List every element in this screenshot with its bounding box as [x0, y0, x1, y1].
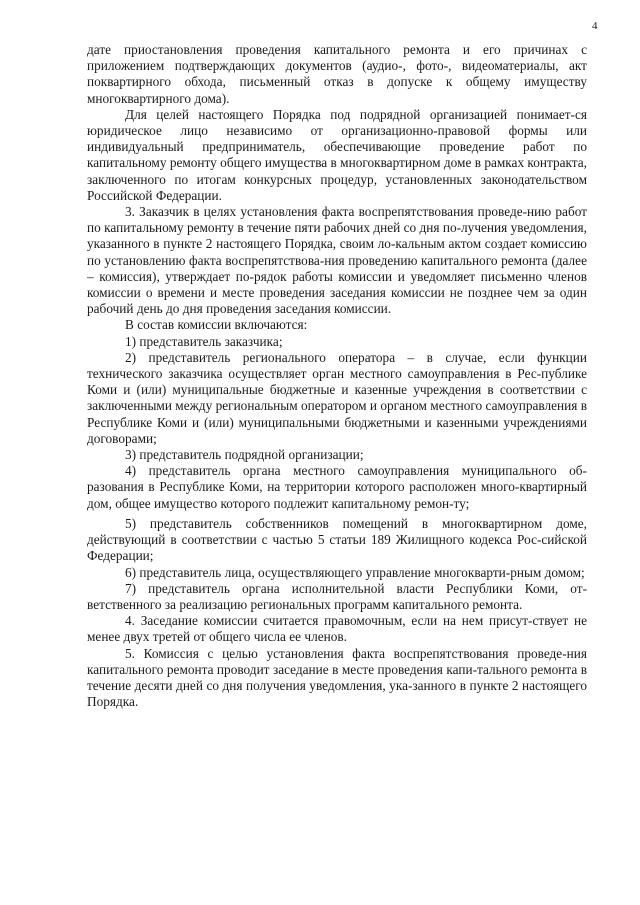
list-item-3: 3) представитель подрядной организации; [125, 447, 364, 463]
list-item-5: 5) представитель собственников помещений в многоквартирном доме, действующий в соответствии с частью 5 статьи 189 Жилищного кодекса Рос-сийской Федерации; [87, 515, 587, 564]
paragraph-commission-intro: В состав комиссии включаются: [125, 317, 308, 333]
list-item-2: 2) представитель регионального оператора – в случае, если функции технического заказчика осуществляет орган местного самоуправления в Рес-публике Коми и (или) муниципальные бюджетные и казенные учреждения в соответствии с заключенными между региональным оператором и органом местного самоуправления в Республике Коми и (или) муниципальными бюджетными и казенными учреждениями договорами; [87, 349, 587, 446]
list-item-6: 6) представитель лица, осуществляющего управление многокварти-рным домом; [125, 564, 585, 580]
list-item-7: 7) представитель органа исполнительной власти Республики Коми, от-ветственного за реализацию региональных программ капитального ремонта. [87, 580, 587, 612]
list-item-1: 1) представитель заказчика; [125, 333, 283, 349]
paragraph-5: 5. Комиссия с целью установления факта воспрепятствования проведе-ния капитального ремонта проводит заседание в месте проведения капи-тального ремонта в течение десяти дней со дня получения уведомления, ука-занного в пункте 2 настоящего Порядка. [87, 645, 587, 710]
document-body [87, 42, 587, 710]
page-number: 4 [592, 20, 598, 32]
paragraph-continuation: дате приостановления проведения капитального ремонта и его причинах с приложением подтверждающих документов (аудио-, фото-, видеоматериалы, акт покваpтирного обхода, письменный отказ в допуске к общему имуществу многоквартирного дома). [87, 42, 587, 106]
paragraph-4: 4. Заседание комиссии считается правомочным, если на нем присут-ствует не менее двух третей от общего числа ее членов. [87, 613, 587, 645]
paragraph-3: 3. Заказчик в целях установления факта воспрепятствования проведе-нию работ по капитальному ремонту в течение пяти рабочих дней со дня по-лучения уведомления, указанного в пункте 2 настоящего Порядка, своим ло-кальным актом создает комиссию по установлению факта воспрепятствова-ния проведению капитального ремонта (далее – комиссия), утверждает по-рядок работы комиссии и уведомляет письменно членов комиссии о времени и месте проведения заседания комиссии не позднее чем за один рабочий день до дня проведения заседания комиссии. [87, 204, 587, 317]
paragraph-definition: Для целей настоящего Порядка под подрядной организацией понимает-ся юридическое лицо независимо от организационно-правовой формы или индивидуальный предприниматель, обеспечивающие проведение работ по капитальному ремонту общего имущества в многоквартирном доме в рамках контракта, заключенного по итогам конкурсных процедур, установленных законодательством Российской Федерации. [87, 106, 587, 203]
list-item-4: 4) представитель органа местного самоуправления муниципального об-разования в Республике Коми, на территории которого расположен много-квартирный дом, общее имущество которого подлежит капитальному ремон-ту; [87, 463, 587, 511]
